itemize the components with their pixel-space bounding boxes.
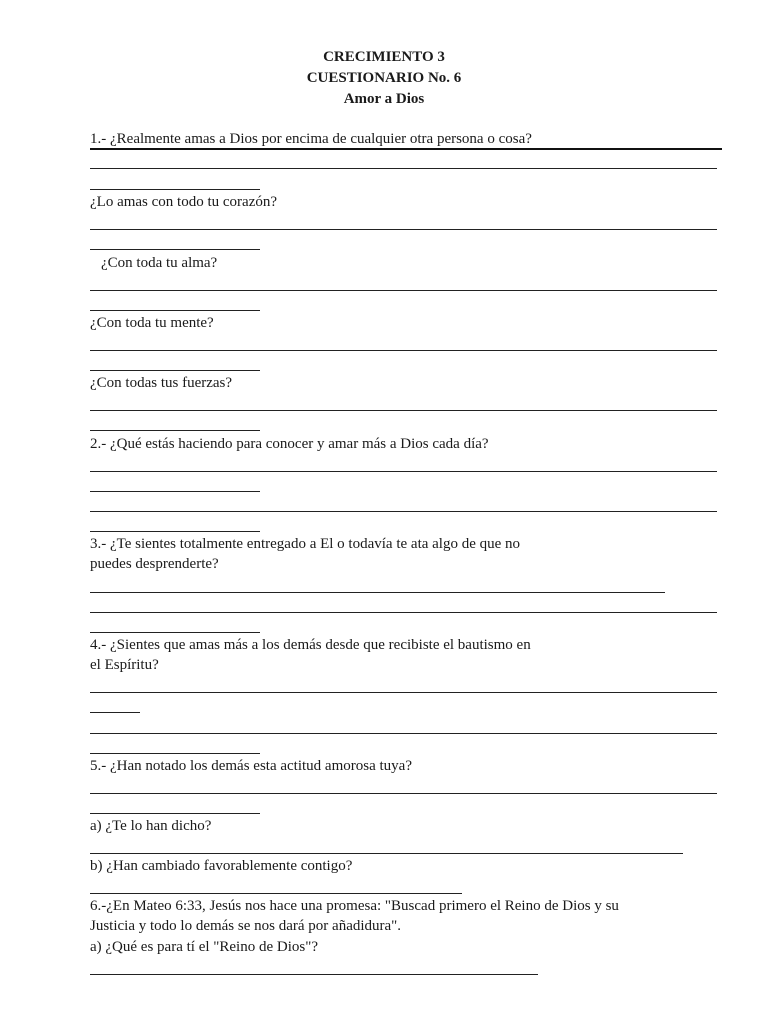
answer-line[interactable] [90, 148, 722, 150]
answer-line[interactable] [90, 712, 140, 713]
answer-line[interactable] [90, 733, 717, 734]
question-6a: a) ¿Qué es para tí el "Reino de Dios"? [90, 939, 318, 955]
question-1d: ¿Con todas tus fuerzas? [90, 375, 233, 391]
answer-line[interactable] [90, 974, 538, 975]
answer-line[interactable] [90, 410, 717, 411]
question-1: 1.- ¿Realmente amas a Dios por encima de cualquier otra persona o cosa? [90, 131, 532, 147]
question-1a: ¿Lo amas con todo tu corazón? [90, 194, 278, 210]
question-5b: b) ¿Han cambiado favorablemente contigo? [90, 858, 353, 874]
doc-title: CRECIMIENTO 3 [323, 49, 445, 65]
answer-line[interactable] [90, 853, 683, 854]
answer-line[interactable] [90, 813, 260, 814]
answer-line[interactable] [90, 249, 260, 250]
doc-subtitle: CUESTIONARIO No. 6 [306, 70, 462, 86]
answer-line[interactable] [90, 491, 260, 492]
answer-line[interactable] [90, 430, 260, 431]
question-2: 2.- ¿Qué estás haciendo para conocer y amar más a Dios cada día? [90, 436, 489, 452]
question-1c: ¿Con toda tu mente? [90, 315, 214, 331]
question-3-line1: 3.- ¿Te sientes totalmente entregado a El o todavía te ata algo de que no [90, 536, 521, 552]
answer-line[interactable] [90, 229, 717, 230]
question-1b: ¿Con toda tu alma? [101, 255, 218, 271]
question-3-line2: puedes desprenderte? [90, 556, 219, 572]
answer-line[interactable] [90, 168, 717, 169]
answer-line[interactable] [90, 531, 260, 532]
answer-line[interactable] [90, 753, 260, 754]
answer-line[interactable] [90, 511, 717, 512]
answer-line[interactable] [90, 612, 717, 613]
answer-line[interactable] [90, 632, 260, 633]
answer-line[interactable] [90, 189, 260, 190]
answer-line[interactable] [90, 370, 260, 371]
question-6-line1: 6.-¿En Mateo 6:33, Jesús nos hace una promesa: "Buscad primero el Reino de Dios y su [90, 898, 619, 914]
question-5a: a) ¿Te lo han dicho? [90, 818, 212, 834]
question-6-line2: Justicia y todo lo demás se nos dará por añadidura". [90, 918, 402, 934]
question-4-line2: el Espíritu? [90, 657, 159, 673]
answer-line[interactable] [90, 471, 717, 472]
answer-line[interactable] [90, 592, 665, 593]
answer-line[interactable] [90, 692, 717, 693]
question-4-line1: 4.- ¿Sientes que amas más a los demás desde que recibiste el bautismo en [90, 637, 531, 653]
answer-line[interactable] [90, 350, 717, 351]
question-5: 5.- ¿Han notado los demás esta actitud amorosa tuya? [90, 758, 412, 774]
doc-topic: Amor a Dios [343, 91, 425, 107]
answer-line[interactable] [90, 793, 717, 794]
answer-line[interactable] [90, 290, 717, 291]
answer-line[interactable] [90, 893, 462, 894]
answer-line[interactable] [90, 310, 260, 311]
